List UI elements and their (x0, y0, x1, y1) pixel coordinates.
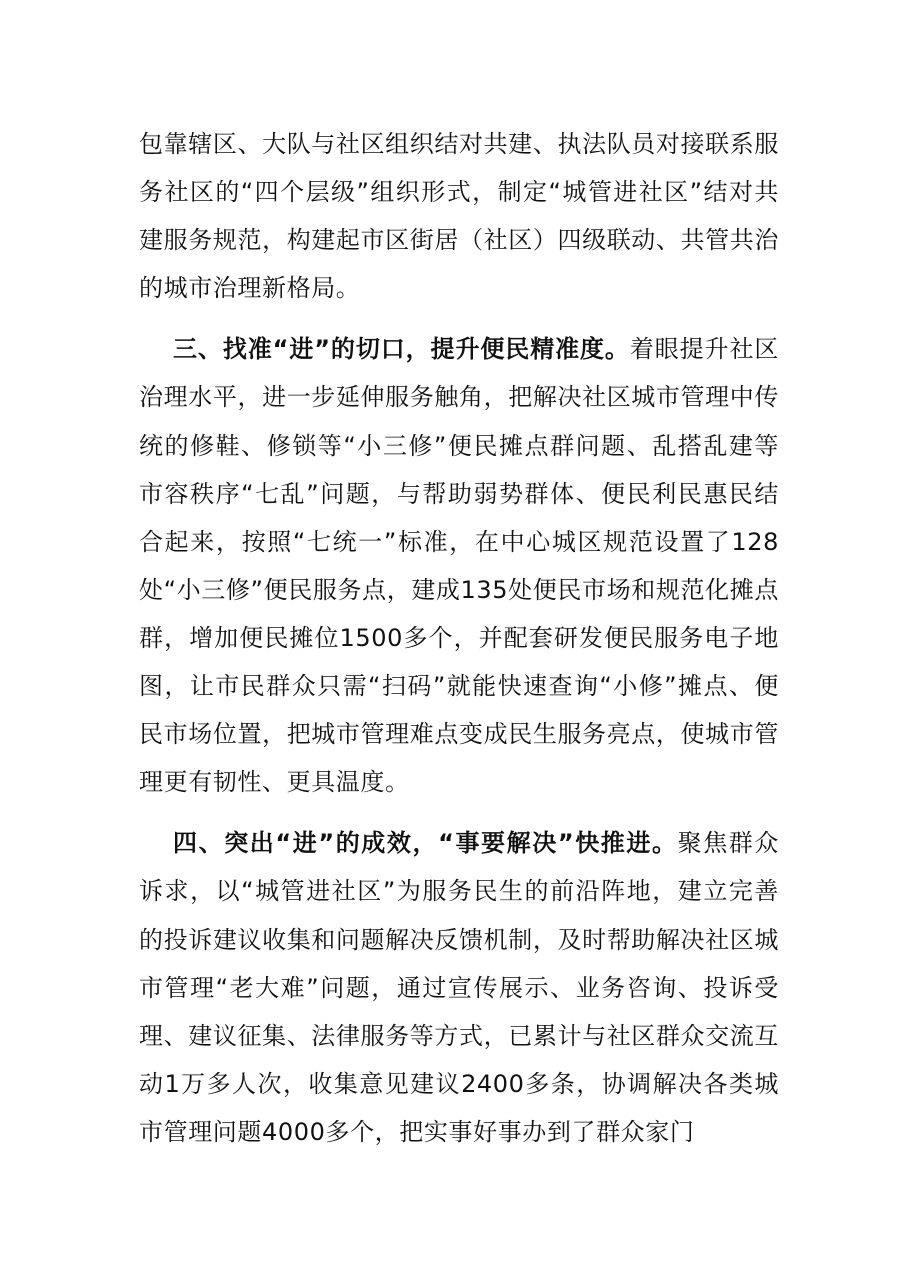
paragraph-body: 包靠辖区、大队与社区组织结对共建、执法队员对接联系服务社区的“四个层级”组织形式，制定“城管进社区”结对共建服务规范，构建起市区街居（社区）四级联动、共管共治的城市治理新格局。 (139, 130, 779, 303)
paragraph-body: 着眼提升社区治理水平，进一步延伸服务触角，把解决社区城市管理中传统的修鞋、修锁等“小三修”便民摊点群问题、乱搭乱建等市容秩序“七乱”问题，与帮助弱势群体、便民利民惠民结合起来，按照“七统一”标准，在中心城区规范设置了128处“小三修”便民服务点，建成135处便民市场和规范化摊点群，增加便民摊位1500多个，并配套研发便民服务电子地图，让市民群众只需“扫码”就能快速查询“小修”摊点、便民市场位置，把城市管理难点变成民生服务亮点，使城市管理更有韧性、更具温度。 (139, 335, 779, 797)
paragraph-section-four (139, 819, 779, 1156)
section-heading: 三、找准“进”的切口，提升便民精准度。 (173, 335, 630, 364)
document-body (139, 120, 779, 1156)
paragraph-continuation (139, 120, 779, 312)
paragraph-section-three (139, 325, 779, 806)
paragraph-body: 聚焦群众诉求，以“城管进社区”为服务民生的前沿阵地，建立完善的投诉建议收集和问题解决反馈机制，及时帮助解决社区城市管理“老大难”问题，通过宣传展示、业务咨询、投诉受理、建议征集、法律服务等方式，已累计与社区群众交流互动1万多人次，收集意见建议2400多条，协调解决各类城市管理问题4000多个，把实事好事办到了群众家门 (139, 829, 779, 1146)
section-heading: 四、突出“进”的成效，“事要解决”快推进。 (173, 829, 678, 858)
